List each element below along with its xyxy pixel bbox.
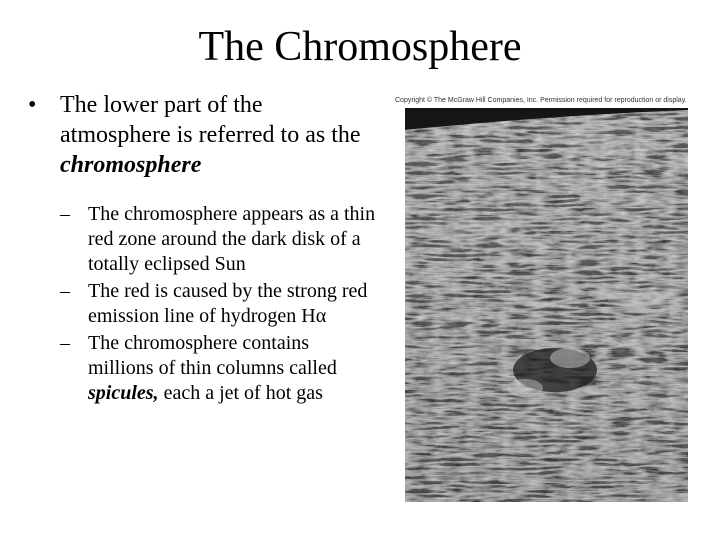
bullet-chromosphere [28, 90, 378, 180]
sub-bullet-text: The chromosphere appears as a thin red zone around the dark disk of a totally eclipsed Sun [88, 203, 376, 275]
alpha-symbol: α [315, 305, 327, 327]
chromosphere-photo [405, 108, 688, 502]
sub-bullets [28, 202, 378, 406]
sub-bullet-text: The chromosphere contains millions of thin columns called [88, 332, 337, 379]
dash-mark: – [60, 280, 70, 302]
sub-bullet-spicules [60, 331, 378, 406]
dash-mark: – [60, 203, 70, 225]
dash-mark: – [60, 332, 70, 354]
slide-content [28, 90, 378, 408]
chromosphere-photo-graphic [405, 108, 688, 502]
photo-credit: Copyright © The McGraw Hill Companies, Inc. Permission required for reproduction or display. [395, 97, 687, 104]
sub-bullet-hydrogen [60, 279, 378, 329]
sub-bullet-text: The red is caused by the strong red emission line of hydrogen H [88, 280, 368, 327]
bullet-mark: • [28, 92, 37, 118]
slide-title: The Chromosphere [198, 24, 522, 70]
spicules-term: spicules, [88, 382, 159, 404]
sub-bullet-text-end: each a jet of hot gas [158, 382, 323, 404]
bullet-text: The lower part of the atmosphere is referred to as the [60, 92, 361, 148]
bullet-term: chromosphere [60, 152, 202, 178]
sub-bullet-red-zone [60, 202, 378, 277]
